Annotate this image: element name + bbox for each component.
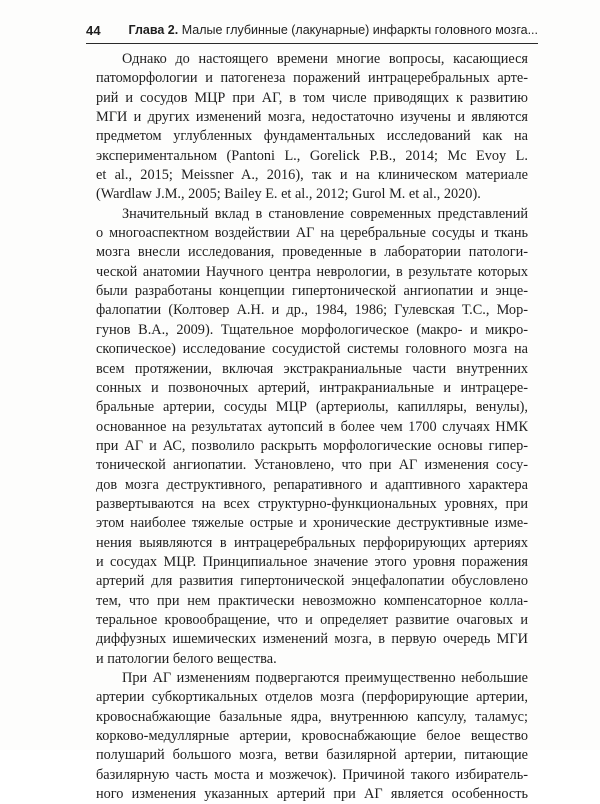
text-line: развертываются на всех структурно-функциональных уровнях, при xyxy=(96,495,528,512)
text-line: При АГ изменениям подвергаются преимущественно небольшие xyxy=(122,670,528,686)
text-line: и сосудах МЦР. Принципиальное значение этого уровня поражения xyxy=(96,553,528,570)
paragraph xyxy=(96,669,528,804)
text-line: основанное на результатах аутопсий в более чем 1700 случаях НМК xyxy=(96,418,528,435)
text-line: предметом углубленных фундаментальных исследований как на xyxy=(96,128,528,145)
text-line: фалопатии (Колтовер А.Н. и др., 1984, 1986; Гулевская Т.С., Мор- xyxy=(96,302,528,319)
paragraph xyxy=(96,205,528,669)
text-line: экспериментальном (Pantoni L., Gorelick P.B., 2014; Mc Evoy L. xyxy=(96,147,528,164)
text-line: полушарий большого мозга, ветви базилярной артерии, питающие xyxy=(96,747,528,764)
text-line: были разработаны концепции гипертонической ангиопатии и энце- xyxy=(96,283,528,300)
text-line: всем протяжении, включая экстракраниальные части внутренних xyxy=(96,360,528,377)
page-number: 44 xyxy=(86,23,101,38)
text-line: корково-медуллярные артерии, кровоснабжающие белое вещество xyxy=(96,728,528,745)
text-line: скопическое) исследование сосудистой системы головного мозга на xyxy=(96,341,528,358)
text-line: и патологии белого вещества. xyxy=(96,650,277,667)
running-head xyxy=(86,20,538,44)
header-rule xyxy=(86,43,538,44)
text-line: рий и сосудов МЦР при АГ, в том числе приводящих к развитию xyxy=(96,89,528,106)
chapter-label: Глава 2. xyxy=(128,23,179,37)
text-line: о многоаспектном воздействии АГ на церебральные сосуды и ткань xyxy=(96,225,528,242)
text-line: тонической ангиопатии. Установлено, что при АГ изменения сосу- xyxy=(96,457,528,474)
paragraph xyxy=(96,50,528,205)
text-line: кровоснабжающие базальные ядра, внутреннюю капсулу, таламус; xyxy=(96,708,528,725)
text-line: МГИ и других изменений мозга, недостаточно изучены и являются xyxy=(96,109,528,126)
text-line: артерии субкортикальных отделов мозга (перфорирующие артерии, xyxy=(96,689,528,706)
text-line: дов мозга деструктивного, репаративного и адаптивного характера xyxy=(96,476,528,493)
text-line: тем, что при нем практически невозможно компенсаторное колла- xyxy=(96,592,528,609)
text-line: при АГ и АС, позволило раскрыть морфологические основы гипер- xyxy=(96,437,528,454)
text-line: гунов В.А., 2009). Тщательное морфологическое (макро- и микро- xyxy=(96,321,528,338)
text-line: диффузных ишемических изменений мозга, в первую очередь МГИ xyxy=(96,631,528,648)
text-line: Однако до настоящего времени многие вопросы, касающиеся xyxy=(122,51,528,67)
text-line: нения выявляются в интрацеребральных перфорирующих артериях xyxy=(96,534,528,551)
body-text xyxy=(96,50,528,804)
text-line: сонных и позвоночных артерий, интракраниальные и интрацере- xyxy=(96,379,528,396)
text-line: теральное кровообращение, что и определяет развитие очаговых и xyxy=(96,611,528,628)
text-line: (Wardlaw J.M., 2005; Bailey E. et al., 2012; Gurol M. et al., 2020). xyxy=(96,186,481,203)
chapter-title-text: Малые глубинные (лакунарные) инфаркты головного мозга... xyxy=(178,23,538,37)
text-line: артерий для развития гипертонической энцефалопатии обусловлено xyxy=(96,573,528,590)
text-line: мозга внесли исследования, проведенные в лаборатории патологи- xyxy=(96,244,528,261)
text-line: бральные артерии, сосуды МЦР (артериолы, капилляры, венулы), xyxy=(96,399,528,416)
text-line: патоморфологии и патогенеза поражений интрацеребральных арте- xyxy=(96,70,528,87)
text-line: ческой анатомии Научного центра неврологии, в результате которых xyxy=(96,263,528,280)
text-line: Значительный вклад в становление современных представлений xyxy=(122,205,528,222)
text-line: этом наиболее тяжелые острые и хронические деструктивные изме- xyxy=(96,515,528,532)
text-line: базилярную часть моста и мозжечок). Причиной такого избиратель- xyxy=(96,766,528,783)
chapter-title xyxy=(129,23,539,37)
text-line: et al., 2015; Meissner A., 2016), так и на клиническом материале xyxy=(96,167,528,184)
text-line: ного изменения указанных артерий при АГ является особенность xyxy=(96,786,528,803)
